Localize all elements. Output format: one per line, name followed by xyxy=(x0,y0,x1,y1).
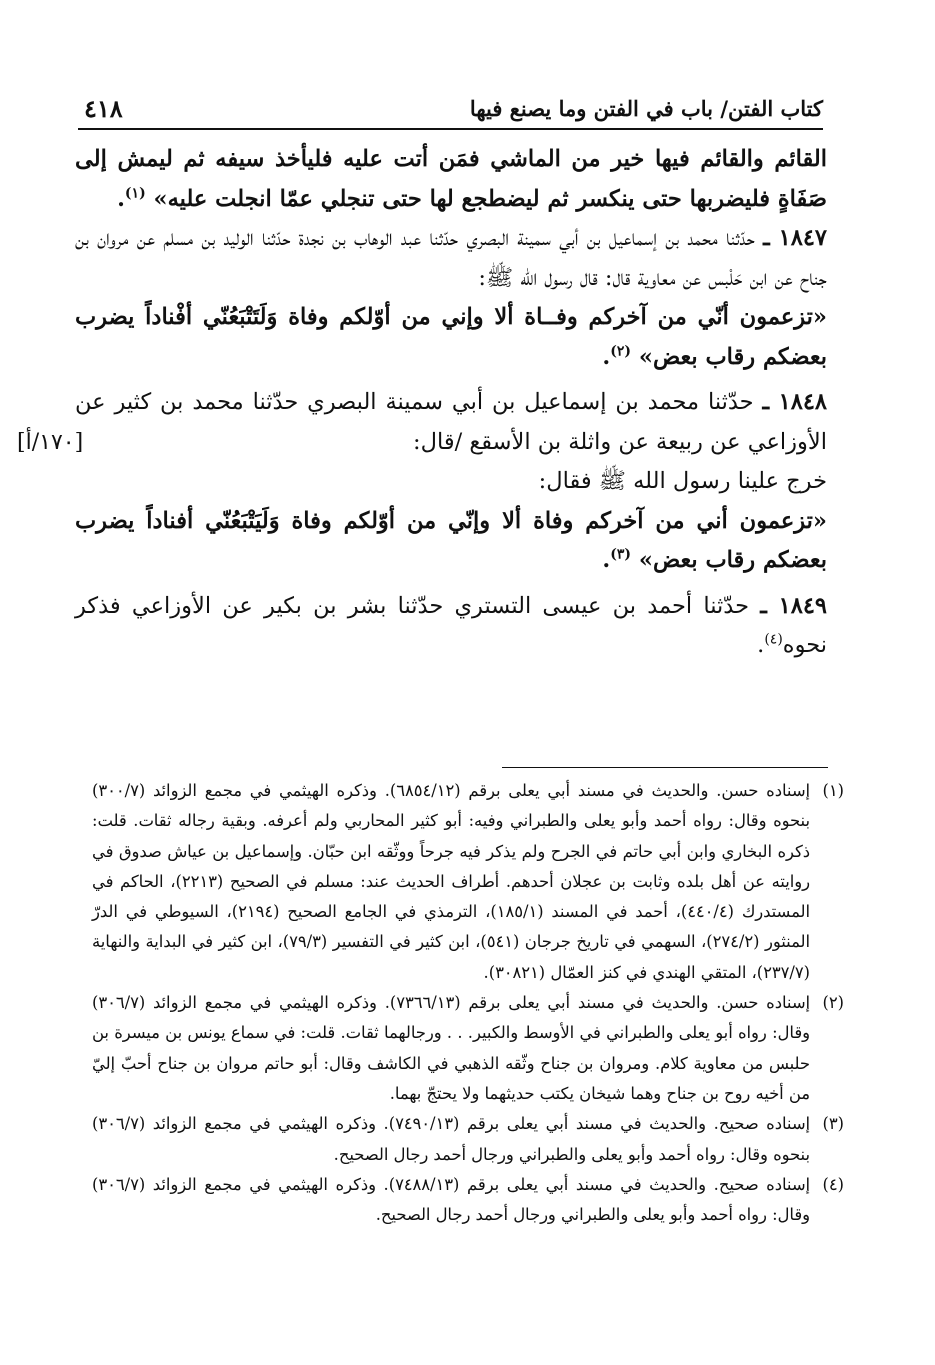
hadith-1848-intro: خرج علينا رسول الله ﷺ فقال: xyxy=(538,468,827,494)
isnad-text: حدّثنا محمد بن إسماعيل بن أبي سمينة البصري حدّثنا عبد الوهاب بن نجدة حدّثنا الوليد بن مسلم عن مروان بن جناح عن ابن حَلْبس عن معاوية قال: قال رسول الله ﷺ: xyxy=(75,225,827,291)
running-header xyxy=(78,92,823,130)
main-text xyxy=(17,140,828,666)
footnote-text: إسناده حسن. والحديث في مسند أبي يعلى برقم (٧٣٦٦/١٣). وذكره الهيثمي في مجمع الزوائد (٣٠٦/٧) وقال: رواه أبو يعلى والطبراني في الأوسط والكبير. . . ورجالهما ثقات. قلت: في سماع يونس بن ميسرة بن حلبس من معاوية كلام. ومروان بن جناح وثّقه الذهبي في الكاشف وقال: أبو حاتم مروان بن جناح أحبّ إليّ من أخيه روح بن جناح وهما شيخان يكتب حديثهما ولا يحتجّ بهما. xyxy=(92,993,810,1103)
hadith-1847-chain xyxy=(75,219,827,298)
hadith-1847-text: «تزعمون أنّي من آخركم وفــاة ألا وإني من أوّلكم وفاة وَلَتَتْبَعُنّي أفْناداً يضرب بعضكم رقاب بعض» $^{(٢)}$. xyxy=(75,304,827,370)
footnote-ref-1: (١) xyxy=(124,185,146,201)
hadith-text-continued: القائم والقائم فيها خير من الماشي فمَن أتت عليه فليأخذ سيفه ثم ليمش إلى صَفَاةٍ فليضربها حتى ينكسر ثم ليضطجع لها حتى تنجلي عمّا انجلت عليه» $^{(١)}$. xyxy=(75,146,827,212)
hadith-text: «تزعمون أنّي من آخركم وفــاة ألا وإني من أوّلكم وفاة وَلَتَتْبَعُنّي أفْناداً يضرب بعضكم رقاب بعض» xyxy=(75,304,827,370)
footnote-ref-2: (٢) xyxy=(610,343,632,359)
isnad-text: حدّثنا محمد بن إسماعيل بن أبي سمينة البصري حدّثنا محمد بن كثير عن الأوزاعي عن ربيعة عن واثلة بن الأسقع /قال: xyxy=(75,389,827,455)
hadith-number: ١٨٤٩ ـ xyxy=(760,592,827,619)
footnotes xyxy=(92,776,844,1230)
hadith-number: ١٨٤٨ ـ xyxy=(762,389,828,415)
chapter-title: كتاب الفتن/ باب في الفتن وما يصنع فيها xyxy=(469,96,823,121)
footnote-divider xyxy=(502,767,828,768)
page-number: ٤١٨ xyxy=(84,94,123,123)
hadith-1848-chain xyxy=(17,383,828,462)
footnote-number: (٤) xyxy=(822,1174,844,1194)
footnote-text: إسناده صحيح. والحديث في مسند أبي يعلى برقم (٧٤٩٠/١٣). وذكره الهيثمي في مجمع الزوائد (٣٠٦/٧) بنحوه وقال: رواه أحمد وأبو يعلى والطبراني ورجال أحمد رجال الصحيح. xyxy=(92,1114,810,1164)
footnote-text: إسناده حسن. والحديث في مسند أبي يعلى برقم (٦٨٥٤/١٢). وذكره الهيثمي في مجمع الزوائد (٣٠٠/٧) بنحوه وقال: رواه أحمد وأبو يعلى والطبراني وفيه: أبو كثير المحاربي ولم أعرفه. وبقية رجاله ثقات. قلت: ذكره البخاري وابن أبي حاتم في الجرح ولم يذكر فيه جرحاً ووثّقه ابن حبّان. وإسماعيل بن عياش صدوق في روايته عن أهل بلده وثابت بن عجلان أحدهم. أطراف الحديث عند: مسلم في الصحيح (٢٢١٣)، الحاكم في المستدرك (٤٤٠/٤)، أحمد في المسند (١٨٥/١)، الترمذي في الجامع الصحيح (٢١٩٤)، السيوطي في الدرّ المنثور (٢٧٤/٢)، السهمي في تاريخ جرجان (٥٤١)، ابن كثير في التفسير (٧٩/٣)، ابن كثير في البداية والنهاية (٢٣٧/٧)، المتقي الهندي في كنز العمّال (٣٠٨٢١). xyxy=(92,781,810,982)
footnote-1 xyxy=(92,776,844,988)
footnote-2 xyxy=(92,988,844,1109)
footnote-ref-3: (٣) xyxy=(610,546,632,563)
hadith-text: القائم والقائم فيها خير من الماشي فمَن أتت عليه فليأخذ سيفه ثم ليمش إلى صَفَاةٍ فليضربها حتى ينكسر ثم ليضطجع لها حتى تنجلي عمّا انجلت عليه» xyxy=(75,146,827,212)
footnote-number: (٢) xyxy=(822,993,844,1013)
footnote-number: (٣) xyxy=(822,1114,844,1134)
hadith-number: ١٨٤٧ ـ xyxy=(763,225,827,251)
footnote-number: (١) xyxy=(822,781,844,800)
footnote-4 xyxy=(92,1170,844,1231)
hadith-1849-chain: ١٨٤٩ ـ حدّثنا أحمد بن عيسى التستري حدّثنا بشر بن بكير عن الأوزاعي فذكر نحوه$^{(٤)}$. xyxy=(75,592,827,658)
footnote-ref-4: (٤) xyxy=(764,631,783,648)
folio-marker: [١٧٠/أ] xyxy=(17,429,84,455)
footnote-3 xyxy=(92,1109,844,1170)
hadith-1848-text: «تزعمون أني من آخركم وفاة ألا وإنّي من أوّلكم وفاة وَلَيَتْبَعُنّي أفناداً يضرب بعضكم رقاب بعض» $^{(٣)}$. xyxy=(75,507,827,573)
hadith-text: «تزعمون أني من آخركم وفاة ألا وإنّي من أوّلكم وفاة وَلَيَتْبَعُنّي أفناداً يضرب بعضكم رقاب بعض» xyxy=(75,507,827,573)
footnote-text: إسناده صحيح. والحديث في مسند أبي يعلى برقم (٧٤٨٨/١٣). وذكره الهيثمي في مجمع الزوائد (٣٠٦/٧) وقال: رواه أحمد وأبو يعلى والطبراني ورجال أحمد رجال الصحيح. xyxy=(92,1174,810,1225)
isnad-text: حدّثنا أحمد بن عيسى التستري حدّثنا بشر بن بكير عن الأوزاعي فذكر نحوه xyxy=(75,592,827,658)
